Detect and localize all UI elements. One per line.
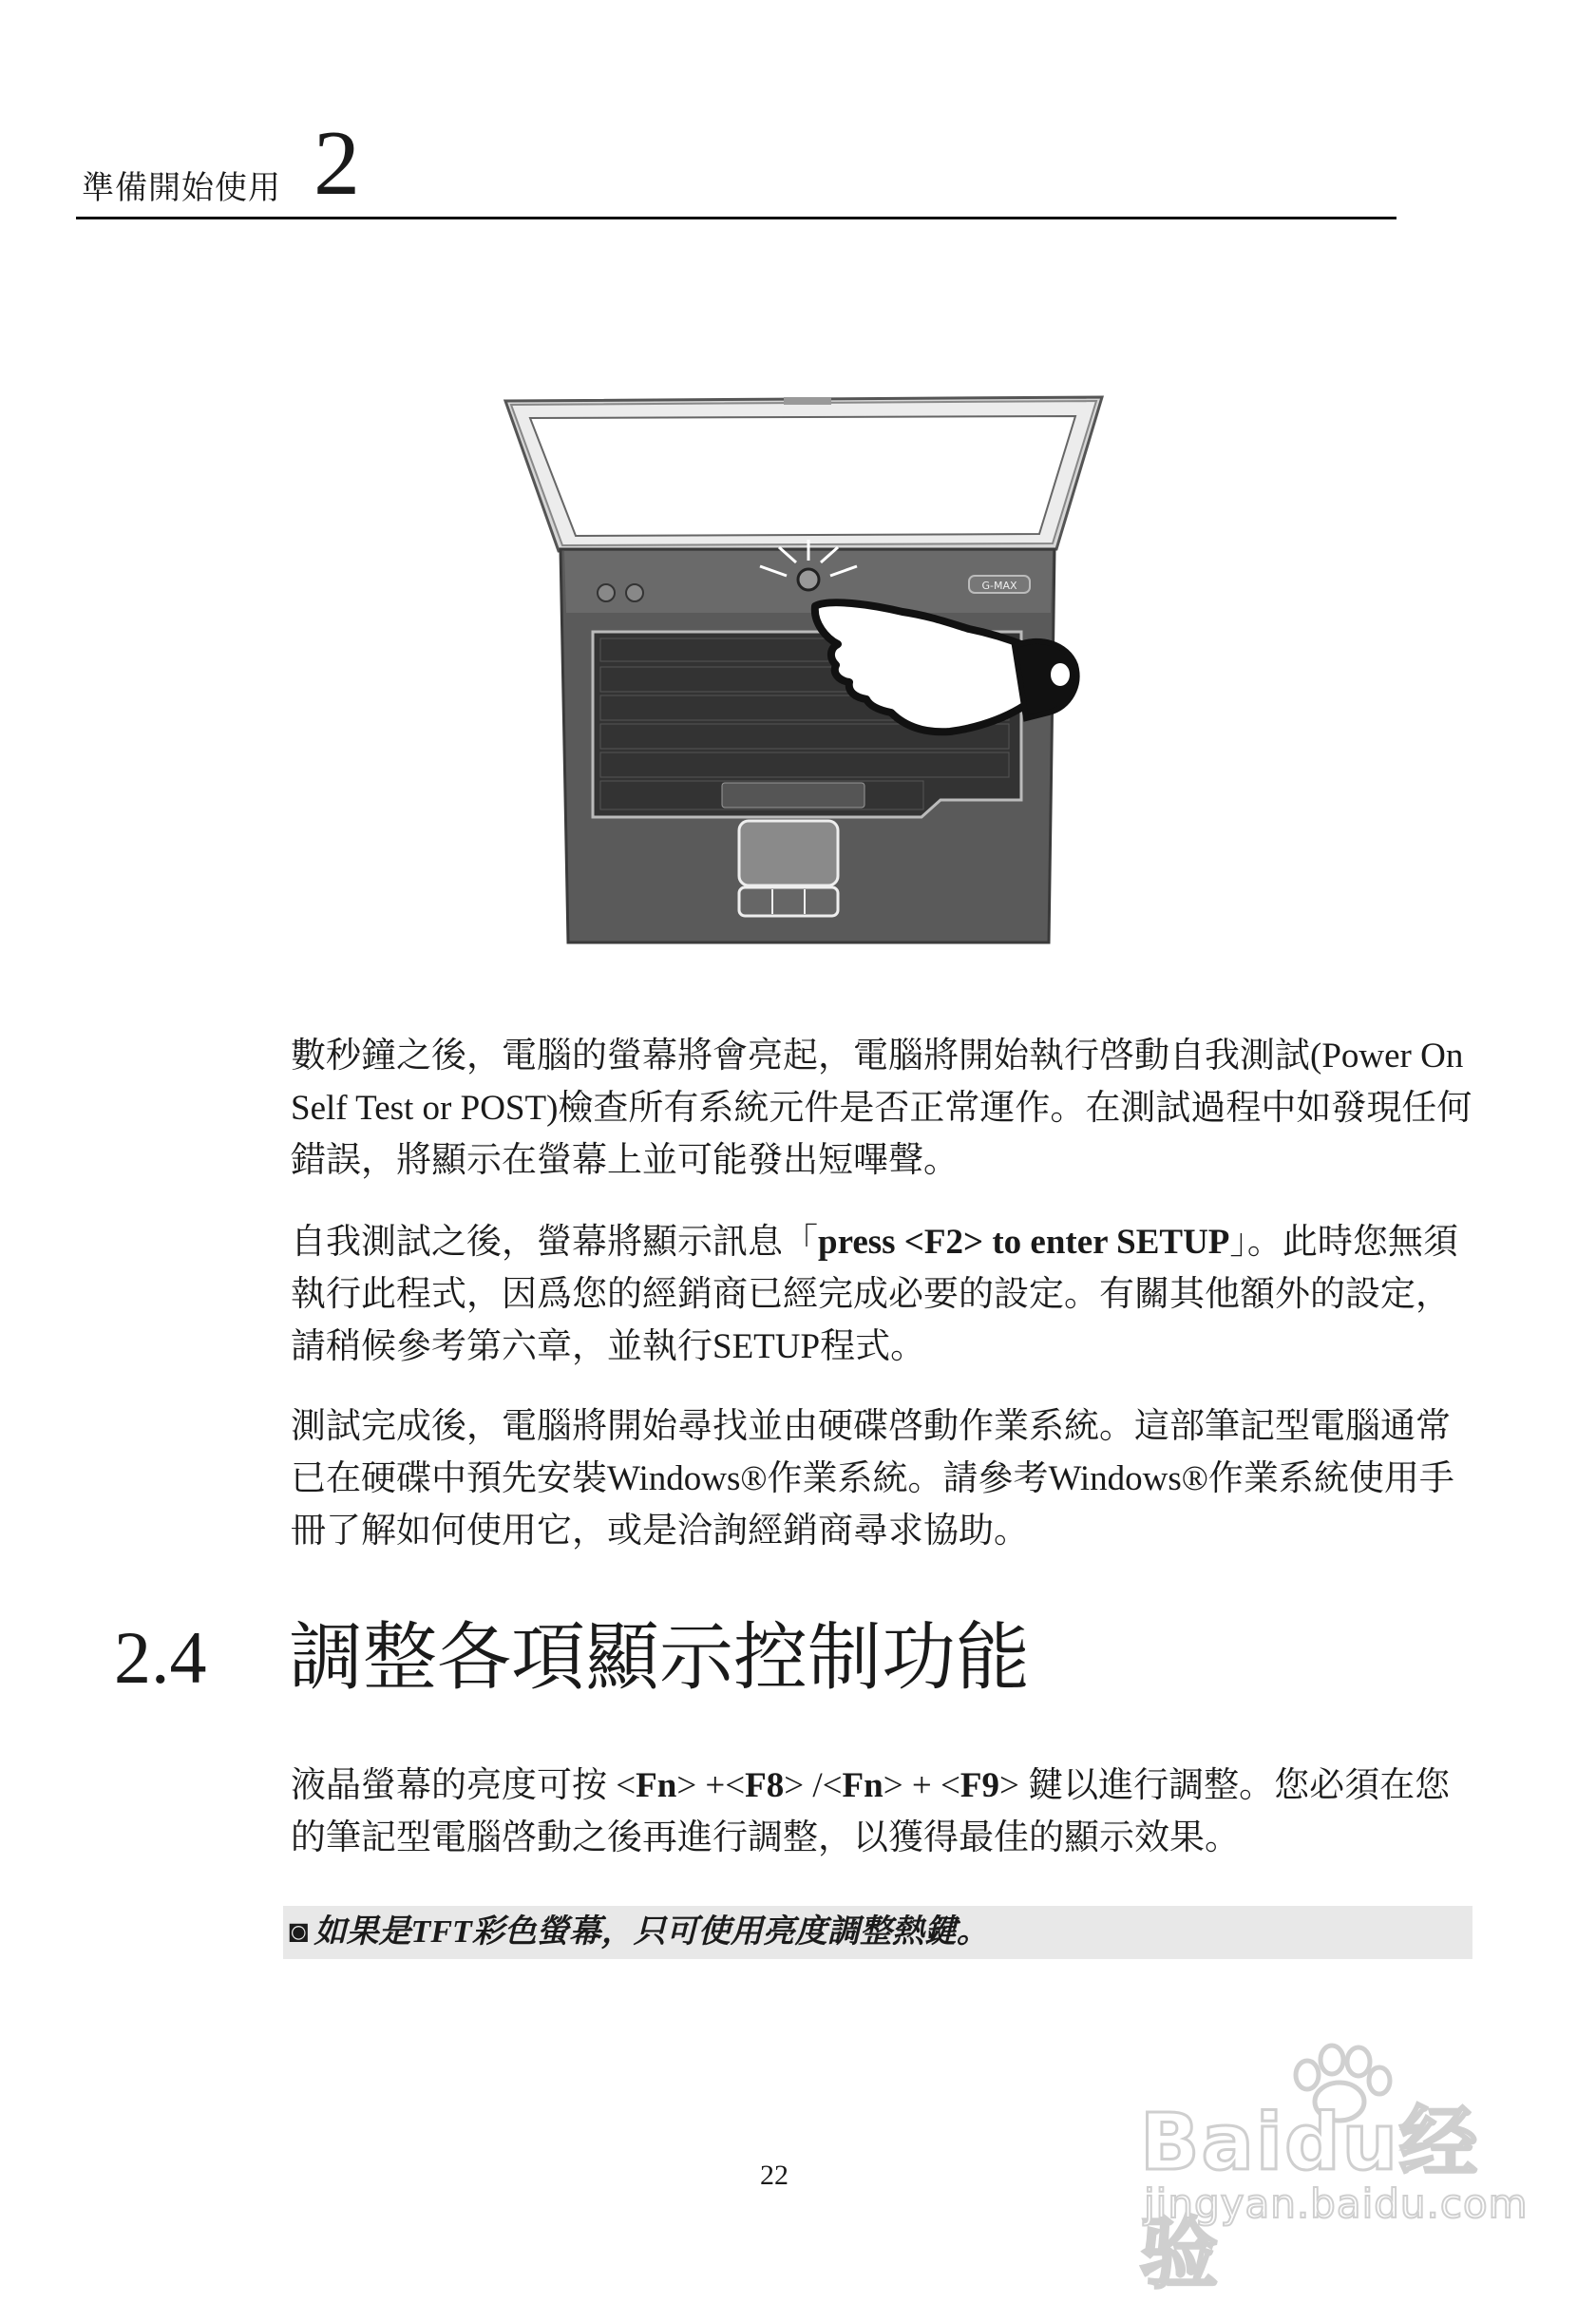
chapter-title: 準備開始使用 bbox=[82, 169, 281, 207]
chapter-number: 2 bbox=[314, 112, 360, 215]
paragraph-setup bbox=[291, 1216, 1478, 1373]
section-title: 調整各項顯示控制功能 bbox=[289, 1616, 1031, 1699]
paragraph-brightness bbox=[291, 1760, 1478, 1864]
key-fn: Fn bbox=[636, 1766, 677, 1805]
brightness-text: > + < bbox=[883, 1766, 960, 1805]
setup-message: press <F2> to enter SETUP bbox=[818, 1223, 1230, 1262]
section-number: 2.4 bbox=[114, 1616, 207, 1699]
laptop-power-on-illustration bbox=[494, 390, 1121, 950]
paragraph-post: 數秒鐘之後，電腦的螢幕將會亮起，電腦將開始執行啓動自我測試(Power On Self Test or POST)檢查所有系統元件是否正常運作。在測試過程中如發現任何錯誤，將顯示在螢幕上並可能發出短嗶聲。 bbox=[291, 1037, 1472, 1180]
note-text: 如果是TFT彩色螢幕，只可使用亮度調整熱鍵。 bbox=[314, 1914, 989, 1950]
key-f8: F8 bbox=[745, 1766, 785, 1805]
status-led-icon bbox=[626, 584, 643, 601]
brightness-text: 液晶螢幕的亮度可按 < bbox=[291, 1766, 636, 1805]
key-fn: Fn bbox=[842, 1766, 884, 1805]
brightness-text: > 鍵以進行調整。您必須在您的筆記型電腦啓動之後再進行調整，以獲得最佳的顯示效果。 bbox=[291, 1766, 1451, 1857]
chapter-header bbox=[76, 112, 1396, 222]
watermark-url: jingyan.baidu.com bbox=[1144, 2180, 1529, 2227]
brightness-text: > +< bbox=[676, 1766, 746, 1805]
watermark-brand: Baidu经验 bbox=[1140, 2098, 1480, 2299]
touchpad bbox=[739, 821, 838, 885]
power-button-icon bbox=[798, 569, 819, 590]
paragraph-boot: 測試完成後，電腦將開始尋找並由硬碟啓動作業系統。這部筆記型電腦通常已在硬碟中預先安裝Windows®作業系統。請參考Windows®作業系統使用手冊了解如何使用它，或是洽詢經銷商尋求協助。 bbox=[291, 1407, 1454, 1551]
note-box bbox=[283, 1906, 1472, 1959]
header-rule bbox=[76, 217, 1396, 219]
paragraph-setup-text: 自我測試之後，螢幕將顯示訊息「 bbox=[291, 1223, 818, 1262]
hinge-latch bbox=[784, 397, 831, 405]
note-bullet-icon: ◙ bbox=[289, 1914, 309, 1950]
section-heading bbox=[114, 1615, 1030, 1701]
touchpad-buttons bbox=[739, 887, 838, 916]
status-led-icon bbox=[598, 584, 615, 601]
baidu-watermark bbox=[1130, 2052, 1530, 2299]
page-number: 22 bbox=[760, 2160, 788, 2191]
brightness-text: > /< bbox=[784, 1766, 843, 1805]
laptop-screen bbox=[530, 416, 1075, 536]
key-f9: F9 bbox=[960, 1766, 999, 1805]
brand-logo-text: G-MAX bbox=[981, 580, 1017, 592]
paragraph-setup-text: 」。此時您無須執行此程式，因爲您的經銷商已經完成必要的設定。有關其他額外的設定，請稍候參考第六章，並執行SETUP程式。 bbox=[291, 1223, 1458, 1366]
